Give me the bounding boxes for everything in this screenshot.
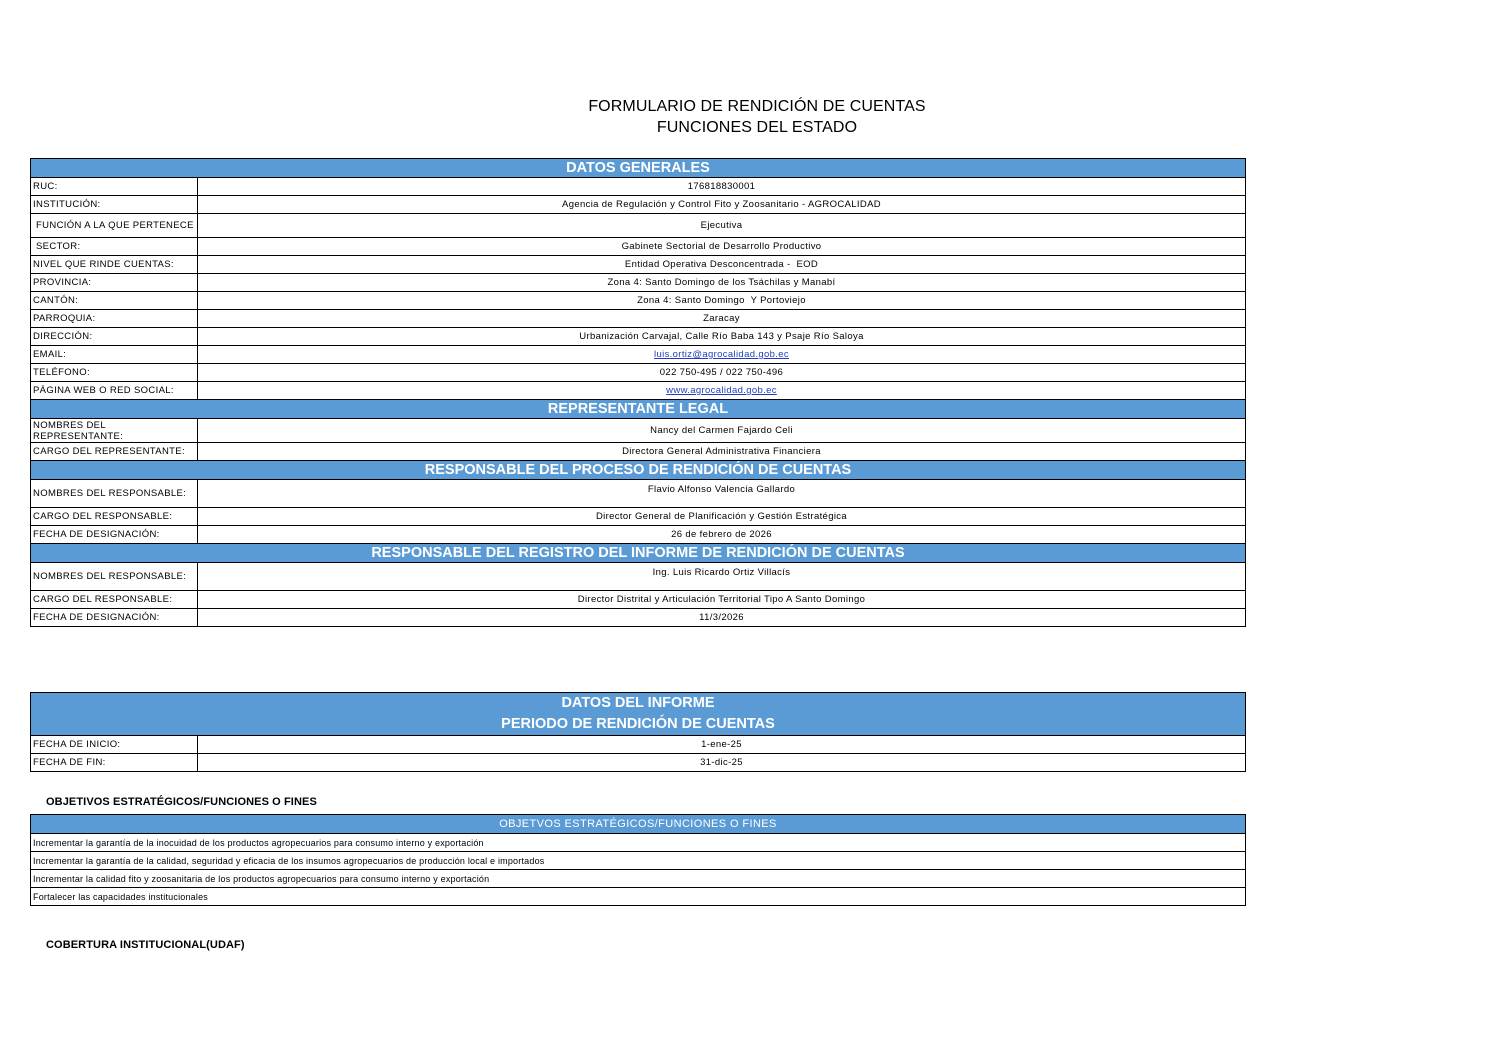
table-row <box>31 292 1246 310</box>
parroquia-value: Zaracay <box>198 310 1246 328</box>
table-row <box>31 870 1246 888</box>
institucion-label: INSTITUCIÓN: <box>31 196 198 214</box>
responsable-registro-header: RESPONSABLE DEL REGISTRO DEL INFORME DE RENDICIÓN DE CUENTAS <box>31 544 1246 563</box>
periodo-title: PERIODO DE RENDICIÓN DE CUENTAS <box>501 716 775 732</box>
table-row <box>31 328 1246 346</box>
responsable-proceso-header: RESPONSABLE DEL PROCESO DE RENDICIÓN DE CUENTAS <box>31 461 1246 480</box>
section-header <box>31 544 1246 563</box>
direccion-value: Urbanización Carvajal, Calle Río Baba 143 y Psaje Río Saloya <box>198 328 1246 346</box>
datos-informe-header <box>31 693 1246 736</box>
nombres-responsable-registro-label: NOMBRES DEL RESPONSABLE: <box>31 563 198 591</box>
provincia-label: PROVINCIA: <box>31 274 198 292</box>
objetivos-section-title: OBJETIVOS ESTRATÉGICOS/FUNCIONES O FINES <box>46 796 317 808</box>
nombres-responsable-proceso-label: NOMBRES DEL RESPONSABLE: <box>31 480 198 508</box>
table-row <box>31 754 1246 772</box>
form-title <box>0 96 1497 138</box>
provincia-value: Zona 4: Santo Domingo de los Tsáchilas y Manabí <box>198 274 1246 292</box>
canton-value: Zona 4: Santo Domingo Y Portoviejo <box>198 292 1246 310</box>
table-row <box>31 443 1246 461</box>
fecha-designacion-registro-label: FECHA DE DESIGNACIÓN: <box>31 609 198 627</box>
cargo-representante-label: CARGO DEL REPRESENTANTE: <box>31 443 198 461</box>
fecha-fin-label: FECHA DE FIN: <box>31 754 198 772</box>
fecha-inicio-label: FECHA DE INICIO: <box>31 736 198 754</box>
datos-informe-table <box>30 692 1246 772</box>
table-row <box>31 852 1246 870</box>
table-row <box>31 214 1246 238</box>
table-row <box>31 310 1246 328</box>
objetivo-item: Incrementar la garantía de la inocuidad de los productos agropecuarios para consumo interno y exportación <box>31 834 1246 852</box>
table-row <box>31 736 1246 754</box>
nivel-value: Entidad Operativa Desconcentrada - EOD <box>198 256 1246 274</box>
section-header <box>31 400 1246 419</box>
cargo-responsable-proceso-value: Director General de Planificación y Gestión Estratégica <box>198 508 1246 526</box>
objetivo-item: Fortalecer las capacidades institucionales <box>31 888 1246 906</box>
telefono-value: 022 750-495 / 022 750-496 <box>198 364 1246 382</box>
email-label: EMAIL: <box>31 346 198 364</box>
objetivos-table <box>30 814 1246 906</box>
table-row <box>31 178 1246 196</box>
table-row <box>31 563 1246 591</box>
sector-value: Gabinete Sectorial de Desarrollo Productivo <box>198 238 1246 256</box>
section-header <box>31 461 1246 480</box>
table-row <box>31 256 1246 274</box>
email-link[interactable]: luis.ortiz@agrocalidad.gob.ec <box>654 349 789 360</box>
cargo-representante-value: Directora General Administrativa Financiera <box>198 443 1246 461</box>
cargo-responsable-proceso-label: CARGO DEL RESPONSABLE: <box>31 508 198 526</box>
institucion-value: Agencia de Regulación y Control Fito y Zoosanitario - AGROCALIDAD <box>198 196 1246 214</box>
datos-generales-header: DATOS GENERALES <box>31 159 1246 178</box>
nivel-label: NIVEL QUE RINDE CUENTAS: <box>31 256 198 274</box>
direccion-label: DIRECCIÓN: <box>31 328 198 346</box>
fecha-inicio-value: 1-ene-25 <box>198 736 1246 754</box>
form-title-line-2: FUNCIONES DEL ESTADO <box>656 119 858 136</box>
fecha-designacion-proceso-label: FECHA DE DESIGNACIÓN: <box>31 526 198 544</box>
pagina-web-label: PÁGINA WEB O RED SOCIAL: <box>31 382 198 400</box>
nombres-representante-label: NOMBRES DEL REPRESENTANTE: <box>31 419 198 443</box>
table-row <box>31 364 1246 382</box>
form-title-line-1: FORMULARIO DE RENDICIÓN DE CUENTAS <box>588 98 926 115</box>
section-header <box>31 693 1246 736</box>
sector-label: SECTOR: <box>31 238 198 256</box>
table-row <box>31 609 1246 627</box>
table-row <box>31 591 1246 609</box>
section-header <box>31 815 1246 834</box>
parroquia-label: PARROQUIA: <box>31 310 198 328</box>
canton-label: CANTÓN: <box>31 292 198 310</box>
section-header <box>31 159 1246 178</box>
table-row <box>31 346 1246 364</box>
objetivos-header: OBJETVOS ESTRATÉGICOS/FUNCIONES O FINES <box>31 815 1246 834</box>
nombres-responsable-registro-value: Ing. Luis Ricardo Ortiz Villacís <box>198 563 1246 591</box>
funcion-value: Ejecutiva <box>198 214 1246 238</box>
table-row <box>31 419 1246 443</box>
objetivo-item: Incrementar la calidad fito y zoosanitaria de los productos agropecuarios para consumo interno y exportación <box>31 870 1246 888</box>
pagina-web-link[interactable]: www.agrocalidad.gob.ec <box>666 385 777 396</box>
cobertura-section-title: COBERTURA INSTITUCIONAL(UDAF) <box>46 939 245 951</box>
nombres-responsable-proceso-value: Flavio Alfonso Valencia Gallardo <box>198 480 1246 508</box>
representante-legal-header: REPRESENTANTE LEGAL <box>31 400 1246 419</box>
fecha-designacion-registro-value: 11/3/2026 <box>198 609 1246 627</box>
nombres-representante-value: Nancy del Carmen Fajardo Celi <box>198 419 1246 443</box>
objetivo-item: Incrementar la garantía de la calidad, seguridad y eficacia de los insumos agropecuarios de producción local e importados <box>31 852 1246 870</box>
table-row <box>31 888 1246 906</box>
cargo-responsable-registro-value: Director Distrital y Articulación Territorial Tipo A Santo Domingo <box>198 591 1246 609</box>
datos-generales-table <box>30 158 1246 627</box>
table-row <box>31 382 1246 400</box>
ruc-value: 176818830001 <box>198 178 1246 196</box>
table-row <box>31 238 1246 256</box>
ruc-label: RUC: <box>31 178 198 196</box>
datos-informe-title: DATOS DEL INFORME <box>561 695 715 711</box>
fecha-designacion-proceso-value: 26 de febrero de 2026 <box>198 526 1246 544</box>
table-row <box>31 526 1246 544</box>
table-row <box>31 274 1246 292</box>
funcion-label: FUNCIÓN A LA QUE PERTENECE <box>31 214 198 238</box>
fecha-fin-value: 31-dic-25 <box>198 754 1246 772</box>
table-row <box>31 508 1246 526</box>
table-row <box>31 196 1246 214</box>
telefono-label: TELÉFONO: <box>31 364 198 382</box>
table-row <box>31 834 1246 852</box>
cargo-responsable-registro-label: CARGO DEL RESPONSABLE: <box>31 591 198 609</box>
table-row <box>31 480 1246 508</box>
